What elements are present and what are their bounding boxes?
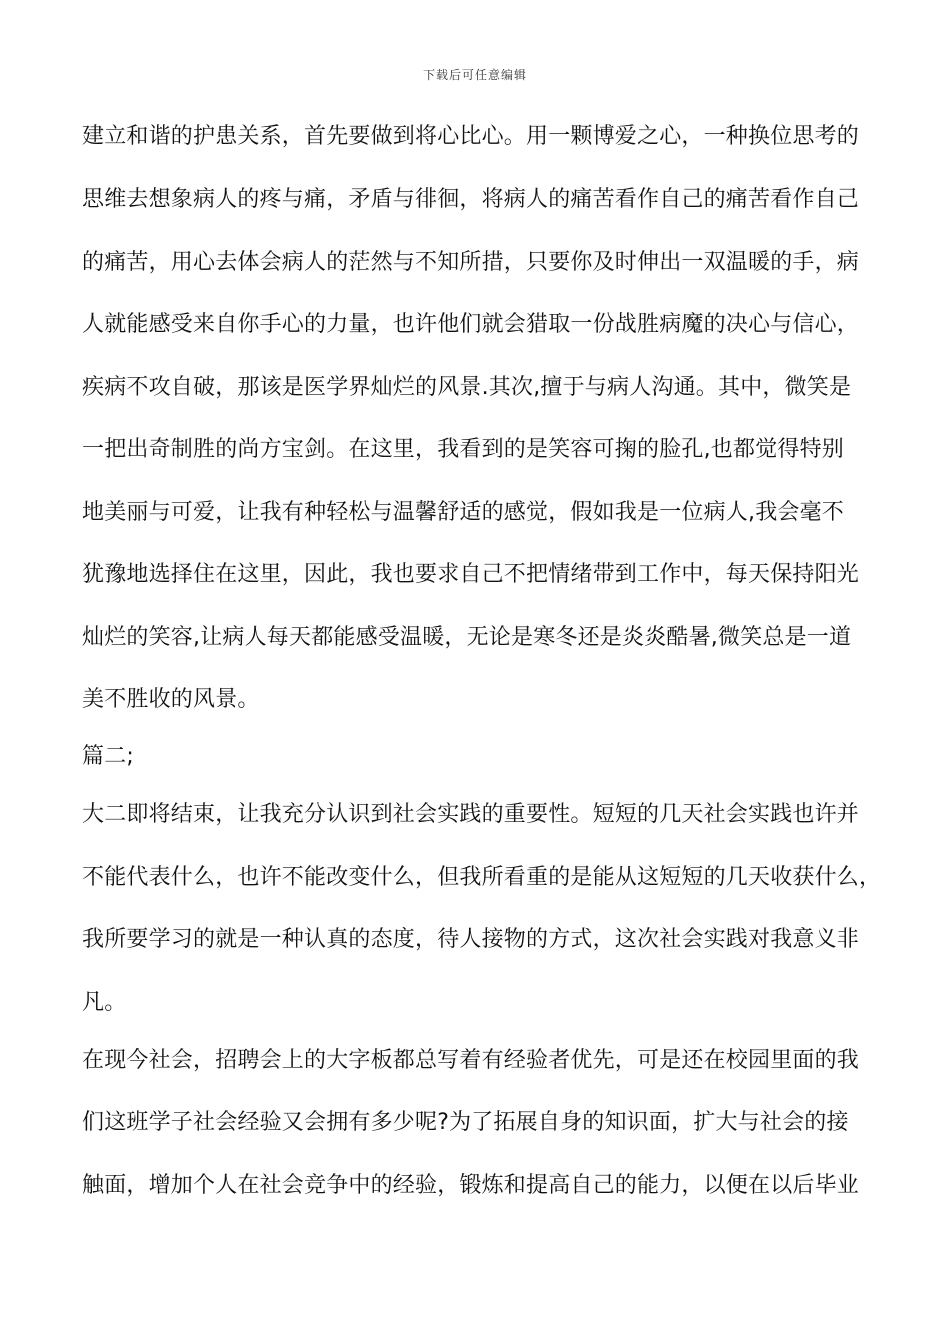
body-text-line: 思维去想象病人的疼与痛，矛盾与徘徊，将病人的痛苦看作自己的痛苦看作自己 (82, 187, 860, 212)
body-text-line: 大二即将结束，让我充分认识到社会实践的重要性。短短的几天社会实践也许并 (82, 802, 860, 827)
page-header: 下载后可任意编辑 (422, 68, 527, 82)
body-text-line: 们这班学子社会经验又会拥有多少呢?为了拓展自身的知识面，扩大与社会的接 (82, 1110, 849, 1135)
body-text-line: 凡。 (82, 990, 127, 1015)
body-text-line: 灿烂的笑容,让病人每天都能感受温暖，无论是寒冬还是炎炎酷暑,微笑总是一道 (82, 625, 852, 650)
body-text-line: 犹豫地选择住在这里，因此，我也要求自己不把情绪带到工作中，每天保持阳光 (82, 562, 860, 587)
body-text-line: 地美丽与可爱，让我有种轻松与温馨舒适的感觉，假如我是一位病人,我会毫不 (82, 500, 844, 525)
body-text-line: 美不胜收的风景。 (82, 687, 260, 712)
body-text-line: 在现今社会，招聘会上的大字板都总写着有经验者优先，可是还在校园里面的我 (82, 1048, 860, 1073)
body-text-line: 疾病不攻自破，那该是医学界灿烂的风景.其次,擅于与病人沟通。其中，微笑是 (82, 375, 852, 400)
body-text-line: 建立和谐的护患关系，首先要做到将心比心。用一颗博爱之心，一种换位思考的 (82, 124, 860, 149)
body-text-line: 人就能感受来自你手心的力量，也许他们就会猎取一份战胜病魔的决心与信心， (82, 312, 860, 337)
body-text-line: 触面，增加个人在社会竞争中的经验，锻炼和提高自己的能力，以便在以后毕业 (82, 1173, 860, 1198)
body-text-line: 我所要学习的就是一种认真的态度，待人接物的方式，这次社会实践对我意义非 (82, 927, 860, 952)
body-text-line: 不能代表什么，也许不能改变什么，但我所看重的是能从这短短的几天收获什么， (82, 865, 882, 890)
body-text-line: 的痛苦，用心去体会病人的茫然与不知所措，只要你及时伸出一双温暖的手，病 (82, 250, 860, 275)
body-text-line: 一把出奇制胜的尚方宝剑。在这里，我看到的是笑容可掬的脸孔,也都觉得特别 (82, 437, 844, 462)
section-heading: 篇二; (82, 744, 135, 769)
